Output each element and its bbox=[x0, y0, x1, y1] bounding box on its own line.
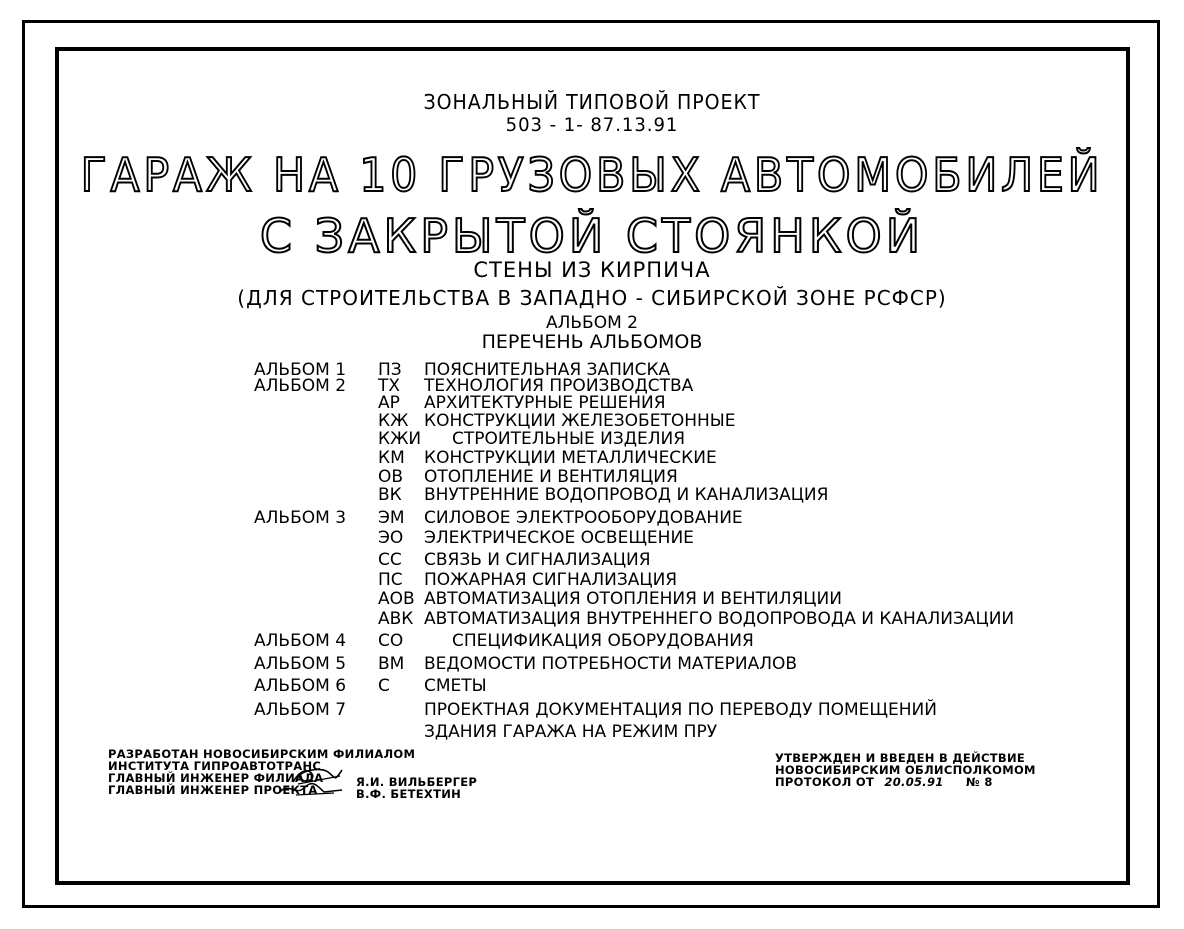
album-number: АЛЬБОМ 2 bbox=[254, 376, 347, 396]
albums-list-title: ПЕРЕЧЕНЬ АЛЬБОМОВ bbox=[481, 331, 703, 353]
album-code: ВМ bbox=[378, 654, 405, 674]
album-number: АЛЬБОМ 3 bbox=[254, 508, 347, 528]
developer-line-1: РАЗРАБОТАН НОВОСИБИРСКИМ ФИЛИАЛОМ bbox=[108, 747, 416, 761]
chief-engineer-branch-label: ГЛАВНЫЙ ИНЖЕНЕР ФИЛИАЛА bbox=[108, 771, 324, 785]
album-number: АЛЬБОМ 4 bbox=[254, 631, 347, 651]
album-code: ПС bbox=[378, 570, 403, 590]
album-description: АРХИТЕКТУРНЫЕ РЕШЕНИЯ bbox=[424, 393, 666, 413]
album-description: СВЯЗЬ И СИГНАЛИЗАЦИЯ bbox=[424, 550, 651, 570]
album-number: АЛЬБОМ 6 bbox=[254, 676, 347, 696]
album-code: ОВ bbox=[378, 467, 404, 487]
protocol-date: 20.05.91 bbox=[884, 775, 944, 789]
album-code: С bbox=[378, 676, 390, 696]
album-number: АЛЬБОМ 1 bbox=[254, 360, 347, 380]
album-code: АОВ bbox=[378, 589, 415, 609]
album-description: СПЕЦИФИКАЦИЯ ОБОРУДОВАНИЯ bbox=[452, 631, 754, 651]
album-code: АВК bbox=[378, 609, 414, 629]
signature-2 bbox=[276, 780, 346, 798]
album-description: КОНСТРУКЦИИ ЖЕЛЕЗОБЕТОННЫЕ bbox=[424, 411, 736, 431]
album-code: ЭО bbox=[378, 528, 404, 548]
album-description: ТЕХНОЛОГИЯ ПРОИЗВОДСТВА bbox=[424, 376, 694, 396]
album-code: КЖИ bbox=[378, 429, 422, 449]
signer-name-1: Я.И. ВИЛЬБЕРГЕР bbox=[356, 775, 478, 789]
album-description: СМЕТЫ bbox=[424, 676, 487, 696]
approval-line-2: НОВОСИБИРСКИМ ОБЛИСПОЛКОМОМ bbox=[775, 763, 1036, 777]
developer-line-2: ИНСТИТУТА ГИПРОАВТОТРАНС bbox=[108, 759, 322, 773]
album-description: СИЛОВОЕ ЭЛЕКТРООБОРУДОВАНИЕ bbox=[424, 508, 743, 528]
album-code: АР bbox=[378, 393, 400, 413]
album-number: АЛЬБОМ 5 bbox=[254, 654, 347, 674]
album-description: ВНУТРЕННИЕ ВОДОПРОВОД И КАНАЛИЗАЦИЯ bbox=[424, 485, 829, 505]
album-code: СС bbox=[378, 550, 402, 570]
album-description: АВТОМАТИЗАЦИЯ ОТОПЛЕНИЯ И ВЕНТИЛЯЦИИ bbox=[424, 589, 842, 609]
album-description: ПРОЕКТНАЯ ДОКУМЕНТАЦИЯ ПО ПЕРЕВОДУ ПОМЕЩЕНИЙ bbox=[424, 700, 937, 720]
album-code: ВК bbox=[378, 485, 402, 505]
album-description: ЭЛЕКТРИЧЕСКОЕ ОСВЕЩЕНИЕ bbox=[424, 528, 694, 548]
album-code: КЖ bbox=[378, 411, 409, 431]
header-line-1: ЗОНАЛЬНЫЙ ТИПОВОЙ ПРОЕКТ bbox=[423, 90, 761, 114]
album-description: КОНСТРУКЦИИ МЕТАЛЛИЧЕСКИЕ bbox=[424, 448, 717, 468]
album-description: СТРОИТЕЛЬНЫЕ ИЗДЕЛИЯ bbox=[452, 429, 686, 449]
album-description: ПОЯСНИТЕЛЬНАЯ ЗАПИСКА bbox=[424, 360, 671, 380]
album-code: СО bbox=[378, 631, 404, 651]
subtitle-walls: СТЕНЫ ИЗ КИРПИЧА bbox=[473, 258, 711, 282]
album-code: ПЗ bbox=[378, 360, 402, 380]
subtitle-album: АЛЬБОМ 2 bbox=[545, 313, 638, 333]
approval-line-3 bbox=[775, 776, 993, 788]
subtitle-zone: (ДЛЯ СТРОИТЕЛЬСТВА В ЗАПАДНО - СИБИРСКОЙ ЗОНЕ РСФСР) bbox=[237, 286, 947, 310]
album-description: ЗДАНИЯ ГАРАЖА НА РЕЖИМ ПРУ bbox=[424, 722, 718, 742]
title-line-2: С ЗАКРЫТОЙ СТОЯНКОЙ bbox=[259, 209, 925, 263]
album-code: ТХ bbox=[378, 376, 401, 396]
header-line-2: 503 - 1- 87.13.91 bbox=[505, 114, 679, 136]
album-code: ЭМ bbox=[378, 508, 405, 528]
chief-engineer-project-label: ГЛАВНЫЙ ИНЖЕНЕР ПРОЕКТА bbox=[108, 783, 318, 797]
title-line-1: ГАРАЖ НА 10 ГРУЗОВЫХ АВТОМОБИЛЕЙ bbox=[80, 148, 1104, 202]
album-code: КМ bbox=[378, 448, 405, 468]
protocol-label: ПРОТОКОЛ ОТ bbox=[775, 775, 875, 789]
album-description: ОТОПЛЕНИЕ И ВЕНТИЛЯЦИЯ bbox=[424, 467, 678, 487]
signer-name-2: В.Ф. БЕТЕХТИН bbox=[356, 787, 462, 801]
album-number: АЛЬБОМ 7 bbox=[254, 700, 347, 720]
album-description: ПОЖАРНАЯ СИГНАЛИЗАЦИЯ bbox=[424, 570, 678, 590]
protocol-number: № 8 bbox=[965, 775, 993, 789]
approval-line-1: УТВЕРЖДЕН И ВВЕДЕН В ДЕЙСТВИЕ bbox=[775, 751, 1026, 765]
album-description: АВТОМАТИЗАЦИЯ ВНУТРЕННЕГО ВОДОПРОВОДА И КАНАЛИЗАЦИИ bbox=[424, 609, 1015, 629]
album-description: ВЕДОМОСТИ ПОТРЕБНОСТИ МАТЕРИАЛОВ bbox=[424, 654, 798, 674]
